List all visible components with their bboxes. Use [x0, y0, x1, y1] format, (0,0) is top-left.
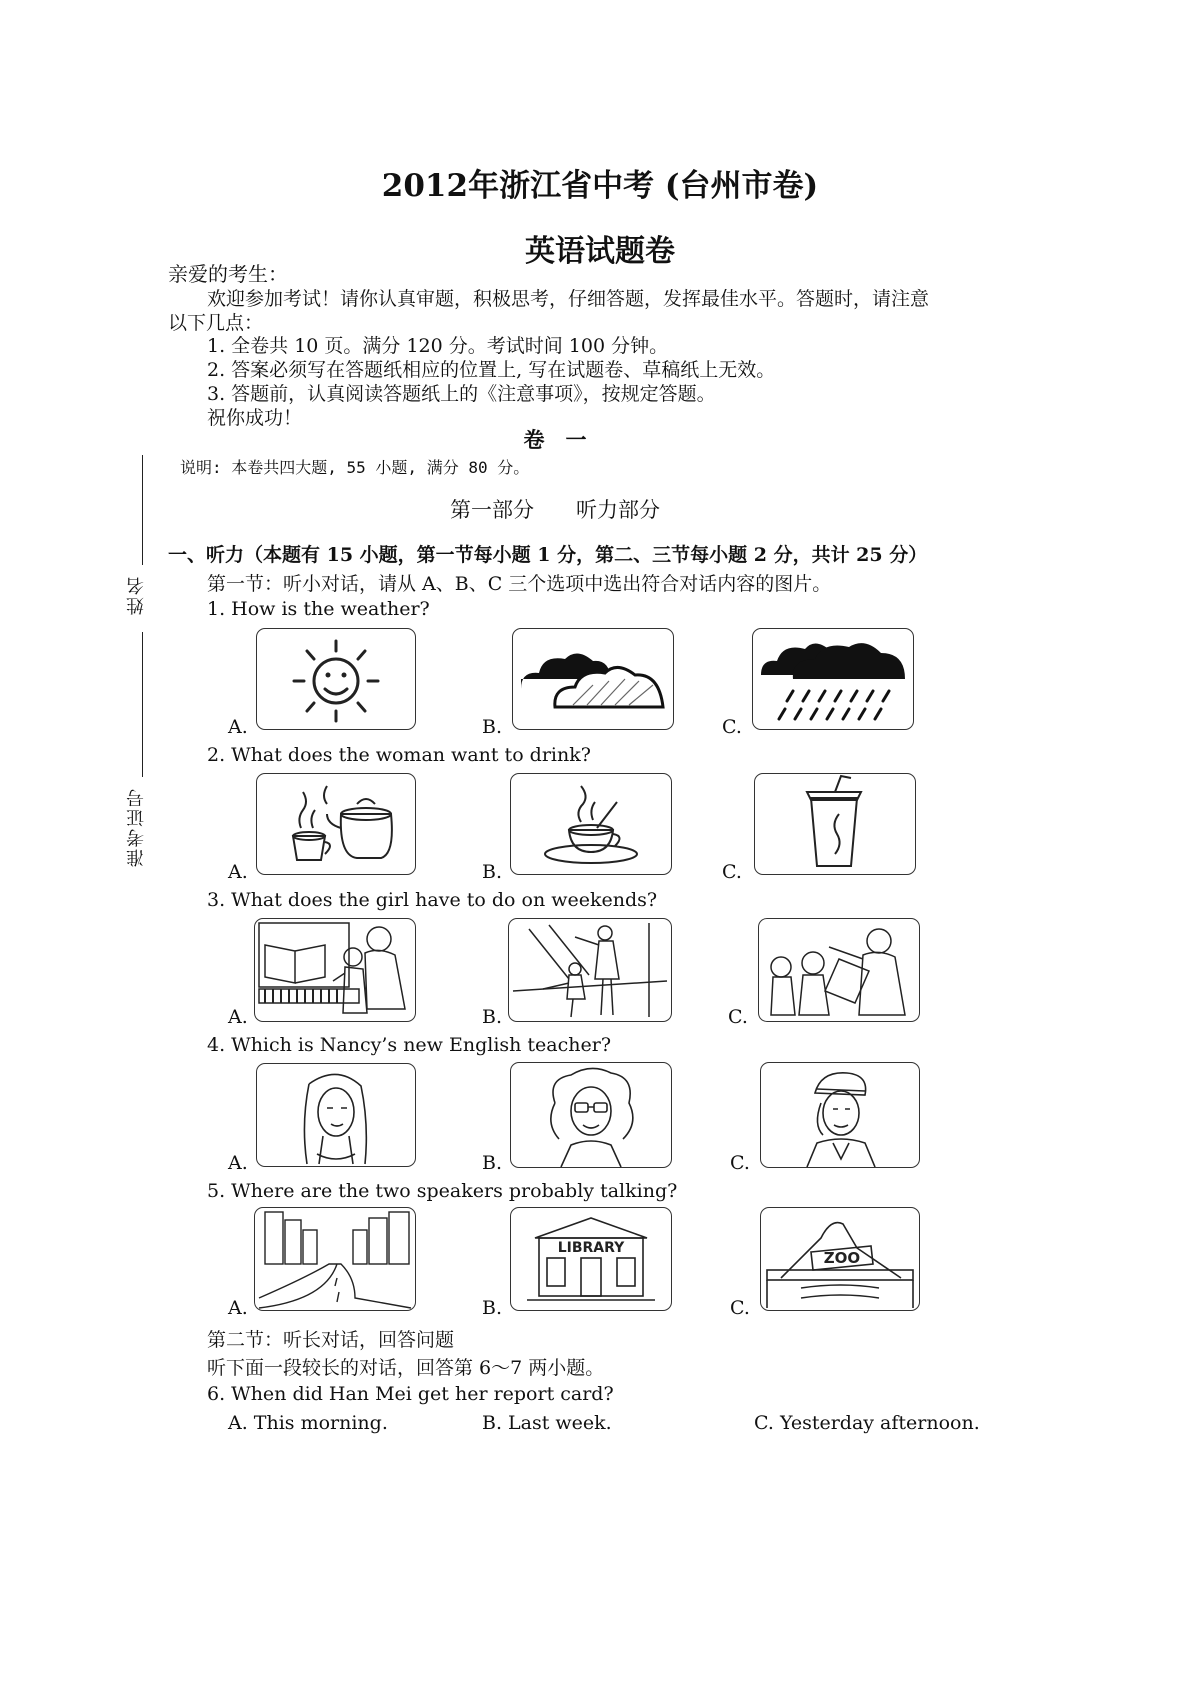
volume-label: 卷 一: [523, 427, 587, 452]
question-2: 2. What does the woman want to drink?: [207, 744, 591, 766]
intro-line-1: 欢迎参加考试！请你认真审题，积极思考，仔细答题，发挥最佳水平。答题时，请注意: [207, 288, 930, 310]
question-5: 5. Where are the two speakers probably talking?: [207, 1180, 678, 1202]
option-label-a: A.: [228, 1006, 248, 1028]
section-heading: 一、听力（本题有 15 小题，第一节每小题 1 分，第二、三节每小题 2 分，共计 25 分）: [168, 544, 928, 566]
answer-option-b[interactable]: B. Last week.: [482, 1412, 612, 1434]
ballet-class-image[interactable]: [508, 918, 672, 1022]
section-sub-2-intro: 听下面一段较长的对话，回答第 6～7 两小题。: [207, 1357, 605, 1379]
piano-lesson-image[interactable]: [254, 918, 416, 1022]
answer-option-a[interactable]: A. This morning.: [228, 1412, 388, 1434]
section-sub-2: 第二节：听长对话，回答问题: [207, 1329, 455, 1351]
part-heading: 第一部分 听力部分: [450, 498, 660, 522]
option-label-b: B.: [482, 1297, 503, 1319]
id-label: 准考证号: [126, 787, 147, 867]
question-3: 3. What does the girl have to do on weekends?: [207, 889, 658, 911]
woman-with-glasses-image[interactable]: [510, 1062, 672, 1168]
option-label-b: B.: [482, 861, 503, 883]
option-label-c: C.: [730, 1297, 750, 1319]
question-1: 1. How is the weather?: [207, 598, 430, 620]
zoo-image[interactable]: [760, 1207, 920, 1311]
option-label-b: B.: [482, 1152, 503, 1174]
option-label-c: C.: [730, 1152, 750, 1174]
option-label-c: C.: [722, 716, 742, 738]
drawing-class-image[interactable]: [758, 918, 920, 1022]
option-label-c: C.: [728, 1006, 748, 1028]
margin-line: [142, 632, 143, 777]
coffee-cup-icon[interactable]: [510, 773, 672, 875]
greeting: 亲爱的考生：: [168, 262, 288, 286]
sun-icon[interactable]: [256, 628, 416, 730]
option-label-a: A.: [228, 716, 248, 738]
option-label-b: B.: [482, 1006, 503, 1028]
question-6: 6. When did Han Mei get her report card?: [207, 1383, 614, 1405]
zoo-sign: ZOO: [823, 1249, 861, 1267]
intro-item-3: 3. 答题前，认真阅读答题纸上的《注意事项》，按规定答题。: [207, 383, 716, 405]
intro-line-2: 以下几点：: [168, 312, 264, 334]
option-label-a: A.: [228, 1152, 248, 1174]
option-label-a: A.: [228, 861, 248, 883]
margin-line: [142, 455, 143, 565]
teapot-icon[interactable]: [256, 773, 416, 875]
volume-note: 说明: 本卷共四大题, 55 小题, 满分 80 分。: [180, 458, 530, 477]
long-haired-woman-image[interactable]: [256, 1063, 416, 1167]
answer-option-c[interactable]: C. Yesterday afternoon.: [754, 1412, 980, 1434]
cold-drink-icon[interactable]: [754, 773, 916, 875]
question-4: 4. Which is Nancy’s new English teacher?: [207, 1034, 612, 1056]
woman-with-hat-image[interactable]: [760, 1062, 920, 1168]
cloud-icon[interactable]: [512, 628, 674, 730]
name-label: 姓名: [126, 575, 147, 615]
page-subtitle: 英语试题卷: [525, 234, 675, 269]
option-label-c: C.: [722, 861, 742, 883]
library-sign: LIBRARY: [557, 1240, 625, 1256]
intro-item-2: 2. 答案必须写在答题纸相应的位置上, 写在试题卷、草稿纸上无效。: [207, 359, 776, 381]
intro-closing: 祝你成功！: [207, 407, 303, 429]
intro-item-1: 1. 全卷共 10 页。满分 120 分。考试时间 100 分钟。: [207, 335, 669, 357]
street-image[interactable]: [254, 1207, 416, 1311]
rain-icon[interactable]: [752, 628, 914, 730]
section-sub-1: 第一节：听小对话，请从 A、B、C 三个选项中选出符合对话内容的图片。: [207, 573, 832, 595]
library-image[interactable]: [510, 1207, 672, 1311]
page-title: 2012年浙江省中考 (台州市卷): [381, 168, 819, 204]
option-label-b: B.: [482, 716, 503, 738]
option-label-a: A.: [228, 1297, 248, 1319]
